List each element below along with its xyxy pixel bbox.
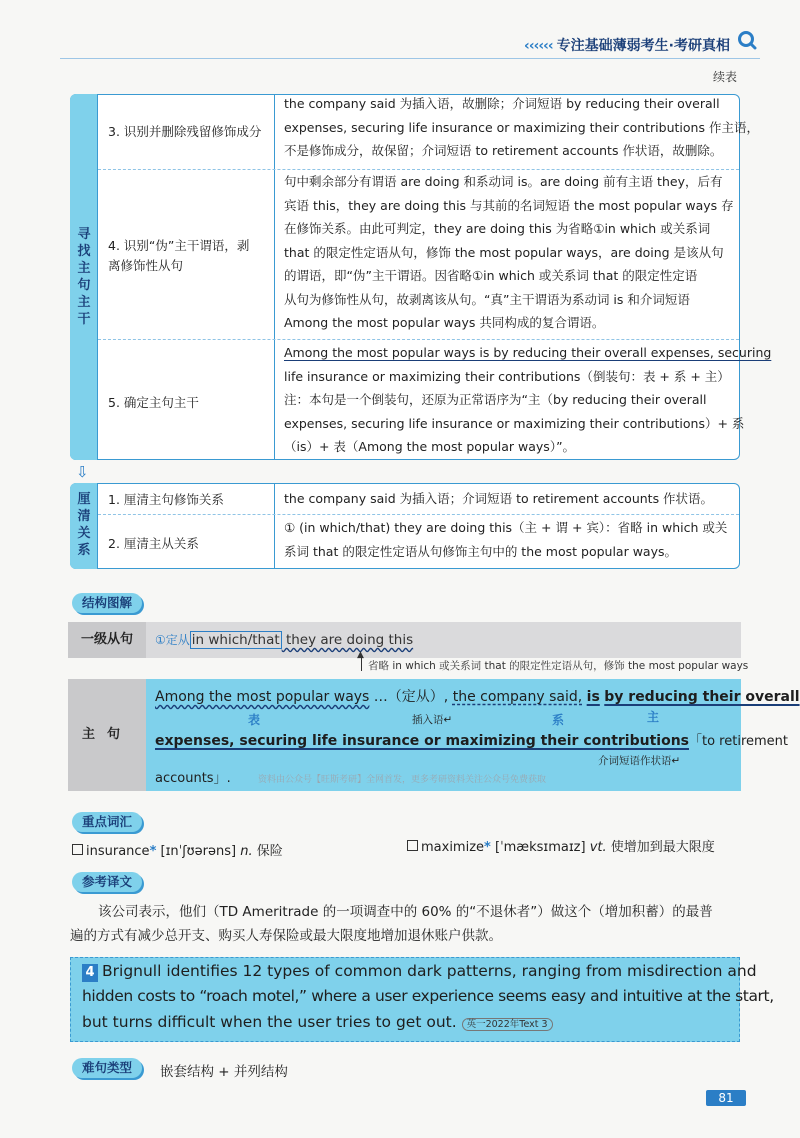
- content-line: Among the most popular ways is by reducing their overall expenses, securing: [284, 345, 772, 360]
- step-5-label: 5. 确定主句主干: [108, 395, 199, 410]
- insertion: the company said,: [452, 689, 583, 705]
- omission-note: 省略 in which 或关系词 that 的限定性定语从句，修饰 the most popular ways: [368, 660, 749, 672]
- vocab-item: [407, 836, 715, 855]
- translation-line: 该公司表示，他们（TD Ameritrade 的一项调查中的 60% 的“不退休者”）做这个（增加积蓄）的最普: [98, 904, 713, 920]
- structure-pill: 结构图解: [72, 593, 142, 613]
- predicative: Among the most popular ways: [155, 689, 370, 705]
- level1-text: [155, 631, 413, 648]
- side-char: 寻: [77, 227, 91, 242]
- header-title: [524, 35, 730, 55]
- main-line-2: [155, 730, 789, 749]
- clarify-1-label: 1. 厘清主句修饰关系: [108, 492, 224, 507]
- clause-body: they are doing this: [281, 632, 414, 648]
- main-line-3: accounts」.: [155, 771, 231, 786]
- content-line: life insurance or maximizing their contributions（倒装句：表 + 系 + 主）: [284, 368, 730, 384]
- vocab-phonetic: [ɪnˈʃʊərəns]: [160, 844, 237, 859]
- content-line: ① (in which/that) they are doing this（主 + 谓 + 宾）：省略 in which 或关: [284, 520, 728, 535]
- vocab-meaning: 保险: [256, 844, 283, 859]
- role-linking: 系: [552, 713, 565, 727]
- step-4-label: [108, 236, 249, 276]
- adverbial-note: 介词短语作状语↵: [598, 755, 681, 767]
- side-char: 清: [77, 509, 91, 524]
- ellipsis-note: …（定从）,: [369, 689, 453, 705]
- header-main: 专注基础薄弱考生: [556, 38, 669, 54]
- content-line: expenses, securing life insurance or maximizing their contributions）+ 系: [284, 415, 745, 431]
- side-char: 主: [77, 295, 91, 310]
- checkbox-icon[interactable]: [407, 840, 418, 851]
- content-line: that 的限定性定语从句，修饰 the most popular ways，are doing 是该从句: [284, 244, 724, 260]
- content-line: the company said 为插入语；介词短语 to retirement accounts 作状语。: [284, 491, 714, 506]
- side-char: 干: [77, 312, 91, 327]
- content-line: the company said 为插入语，故删除；介词短语 by reducing their overall: [284, 96, 720, 111]
- content-line: 不是修饰成分，故保留；介词短语 to retirement accounts 作状语，故删除。: [284, 143, 723, 158]
- content-line: 在修饰关系。由此可判定，they are doing this 为省略①in which 或关系词: [284, 221, 711, 236]
- content-line: Among the most popular ways 共同构成的复合谓语。: [284, 315, 605, 330]
- vocab-word: maximize: [421, 840, 485, 855]
- header-sub: 考研真相: [674, 38, 730, 54]
- content-line: 注：本句是一个倒装句，还原为正常语序为“主（by reducing their overall: [284, 392, 707, 407]
- vocab-pos: vt.: [589, 840, 607, 855]
- translation-line: 遍的方式有减少总开支、购买人寿保险或最大限度地增加退休账户供款。: [70, 928, 502, 944]
- clarify-2-content: [284, 516, 727, 563]
- content-line: 从句为修饰性从句，故剥离该从句。“真”主干谓语为系动词 is 和介词短语: [284, 291, 690, 307]
- vocab-pos: n.: [240, 844, 253, 859]
- level1-label: 一级从句: [68, 622, 146, 658]
- omitted-relative: in which/that: [191, 632, 280, 648]
- item-number: 4: [82, 964, 98, 982]
- translation-text: [70, 900, 740, 948]
- column-divider: [274, 95, 275, 459]
- adverbial-start: 「to retirement: [689, 734, 789, 749]
- clarify-2-label: 2. 厘清主从关系: [108, 536, 199, 551]
- side-char: 厘: [77, 492, 91, 507]
- watermark: 资料由公众号【旺斯考研】全网首发，更多考研资料关注公众号免费获取: [258, 775, 547, 785]
- side-char: 关: [77, 526, 91, 541]
- step-line: 离修饰性从句: [108, 258, 184, 273]
- vocab-pill: 重点词汇: [72, 812, 142, 832]
- side-label-find-main: [70, 226, 98, 328]
- column-divider: [274, 484, 275, 568]
- content-line: 系词 that 的限定性定语从句修饰主句中的 the most popular ways。: [284, 543, 677, 559]
- hard-type-pill: 难句类型: [72, 1058, 142, 1078]
- translation-pill: 参考译文: [72, 872, 142, 892]
- hard-type-value: 嵌套结构 + 并列结构: [160, 1064, 288, 1080]
- main-clause-label: 主句: [68, 679, 146, 791]
- star-icon: *: [484, 840, 491, 855]
- role-predicative: 表: [248, 713, 261, 727]
- content-line: （is）+ 表（Among the most popular ways）”。: [284, 439, 576, 454]
- header-arrows: ‹‹‹‹‹‹: [524, 38, 553, 54]
- page-number: 81: [706, 1090, 746, 1106]
- item-4-line: [82, 962, 757, 982]
- checkbox-icon[interactable]: [72, 844, 83, 855]
- step-3-content: [284, 92, 759, 163]
- step-5-content: [284, 341, 771, 459]
- side-char: 主: [77, 261, 91, 276]
- side-label-clarify: [70, 491, 98, 559]
- linking-verb: is: [586, 689, 600, 705]
- clause-marker: ①定从: [155, 633, 190, 647]
- item-4-text: Brignull identifies 12 types of common dark patterns, ranging from misdirection and: [102, 962, 757, 980]
- vocab-word: insurance: [86, 844, 150, 859]
- main-line-1: [155, 686, 800, 706]
- role-subject: 主: [647, 710, 660, 724]
- step-line: 4. 识别“伪”主干谓语，剥: [108, 238, 250, 253]
- subject-part-2: expenses, securing life insurance or maximizing their contributions: [155, 733, 689, 749]
- arrow-up-icon: ▲: [357, 650, 364, 660]
- header-rule: [60, 58, 760, 59]
- side-char: 系: [77, 543, 91, 558]
- down-arrow-icon: ⇩: [76, 463, 89, 481]
- clarify-1-content: [284, 487, 713, 511]
- vocab-phonetic: [ˈmæksɪmaɪz]: [495, 840, 586, 855]
- item-4-line: hidden costs to “roach motel,” where a user experience seems easy and intuitive at the start,: [82, 987, 774, 1005]
- source-tag: 英一2022年Text 3: [462, 1018, 553, 1031]
- insertion-note: 插入语↵: [412, 714, 453, 726]
- step-3-label: 3. 识别并删除残留修饰成分: [108, 124, 262, 139]
- row-divider: [98, 514, 739, 515]
- content-line: expenses, securing life insurance or maximizing their contributions 作主语，: [284, 119, 759, 135]
- side-char: 句: [77, 278, 91, 293]
- vocab-meaning: 使增加到最大限度: [610, 840, 715, 855]
- step-4-content: [284, 170, 734, 335]
- vocab-item: [72, 840, 283, 859]
- continued-label: 续表: [712, 70, 737, 84]
- side-char: 找: [77, 244, 91, 259]
- header-sep: ·: [668, 38, 674, 54]
- top-blur-strip: [318, 4, 618, 12]
- item-4-text: but turns difficult when the user tries to get out.: [82, 1013, 457, 1031]
- star-icon: *: [149, 844, 157, 859]
- content-line: 宾语 this，they are doing this 与其前的名词短语 the most popular ways 存: [284, 197, 734, 213]
- content-line: 的谓语，即“伪”主干谓语。因省略①in which 或关系词 that 的限定性定语: [284, 268, 698, 283]
- item-4-line: [82, 1013, 742, 1031]
- search-icon: [737, 30, 757, 50]
- content-line: 句中剩余部分有谓语 are doing 和系动词 is。are doing 前有主语 they，后有: [284, 174, 723, 189]
- row-divider: [98, 339, 739, 340]
- subject-part-1: by reducing their overall: [604, 689, 800, 705]
